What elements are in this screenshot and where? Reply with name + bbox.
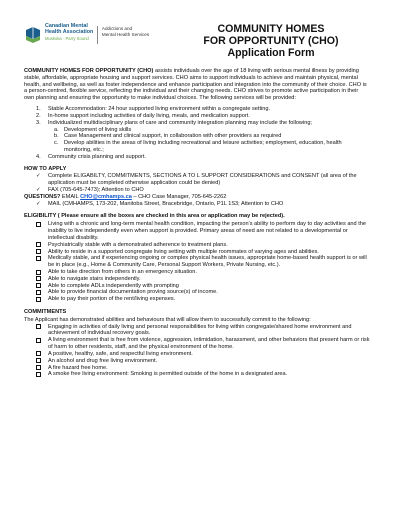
logo-divider	[97, 26, 98, 44]
checkbox[interactable]	[36, 222, 41, 227]
eligibility-item: Able to navigate stairs independently.	[24, 276, 370, 283]
checkbox[interactable]	[36, 365, 41, 370]
checkbox[interactable]	[36, 324, 41, 329]
page-title	[186, 24, 356, 60]
logo-line-3: Muskoka · Parry Sound	[45, 35, 89, 41]
checkbox[interactable]	[36, 256, 41, 261]
checkbox[interactable]	[36, 351, 41, 356]
eligibility-item: Able to take direction from others in an emergency situation.	[24, 269, 370, 276]
commitment-item: An alcohol and drug free living environment.	[24, 358, 370, 365]
eligibility-item: Able to provide financial documentation proving source(s) of income.	[24, 289, 370, 296]
checkbox[interactable]	[36, 290, 41, 295]
how-item: ✓ MAIL (CMHAMPS, 173-202, Manitoba Street, Bracebridge, Ontario, P1L 1S3; Attention to CHO	[36, 200, 284, 207]
intro-lead: COMMUNITY HOMES FOR OPPORTUNITY (CHO)	[24, 68, 154, 74]
subservice-item: a. Development of living skills	[54, 126, 132, 133]
how-item: ✓ Complete ELIGABILTY, COMMITMENTS, SECTIONS A TO L SUPPORT CONSIDERATIONS and CONSENT (all area of the application must be completed otherwise application could be denied)	[36, 173, 357, 187]
checkmark-icon: ✓	[36, 200, 41, 207]
service-item: 2. In-home support including activities of daily living, meals, and medication support.	[36, 112, 250, 119]
commitment-item: Engaging in activities of daily living and personal responsibilities for living within congregate/shared home environment and achievement of individual recovery goals.	[24, 324, 370, 338]
eligibility-heading: ELIGIBILITY ( Please ensure all the boxes are checked in this area or application may be rejected).	[24, 213, 285, 220]
intro-body: assists individuals over the age of 18 living with serious mental illness by providing stable, affordable, appropriate housing and support services. CHO aims to support individuals to achieve and maintain physical, mental health, and wellbeing, as well as foster independence and enhance participation and integration into the community of their choice. CHO is a person-centred, flexible service, reflecting the individual and their changing needs. CHO strives to promote active participation in their own planning and ensuring the opportunity to make individual choices. The following services will be provided:	[24, 68, 367, 102]
checkbox[interactable]	[36, 338, 41, 343]
subservices-list	[24, 127, 370, 154]
eligibility-item: Ability to reside in a supported congregate living setting with multiple roommates of varying ages and abilities.	[24, 249, 370, 256]
checkbox[interactable]	[36, 242, 41, 247]
checkbox[interactable]	[36, 358, 41, 363]
header	[24, 24, 370, 68]
logo-sub-2: Mental Health Services	[101, 31, 150, 37]
checkmark-icon: ✓	[36, 173, 41, 180]
how-to-apply-heading: HOW TO APPLY	[24, 165, 67, 172]
eligibility-item: Psychiatrically stable with a demonstrated adherence to treatment plans.	[24, 242, 370, 249]
title-line-2: FOR OPPORTUNITY (CHO)	[203, 34, 339, 47]
checkbox[interactable]	[36, 372, 41, 377]
logo-line-1: Canadian Mental	[45, 23, 88, 29]
checkbox[interactable]	[36, 297, 41, 302]
cmha-logo	[24, 24, 149, 44]
service-item: 3. Individualized multidisciplinary plans of care and community integration planning may include the following; a. Development of living skills b. Case Management and clinical support, in collaboration with other providers as required c. Develop abilities in the areas of living including recreational and leisure activities; employment, education, health monitoring, etc.;	[24, 120, 370, 154]
checkbox[interactable]	[36, 276, 41, 281]
checkbox[interactable]	[36, 270, 41, 275]
commitment-item: A fire hazard free home.	[24, 365, 370, 372]
intro-paragraph	[24, 68, 370, 102]
title-line-1: COMMUNITY HOMES	[217, 23, 325, 35]
service-item: 4. Community crisis planning and support.	[36, 153, 146, 160]
checkmark-icon: ✓	[36, 187, 41, 193]
eligibility-item: Able to pay their portion of the rent/living expenses.	[24, 296, 370, 303]
subservice-item: c. Develop abilities in the areas of living including recreational and leisure activities; employment, education, health monitoring, etc.;	[54, 140, 342, 153]
questions-label: QUESTIONS?	[24, 193, 61, 200]
commitments-intro: The Applicant has demonstrated abilities and behaviours that will allow them to successfully commit to the following:	[24, 316, 311, 323]
eligibility-item: Able to complete ADLs independently with prompting	[24, 283, 370, 290]
commitments-heading: COMMITMENTS	[24, 309, 67, 315]
services-list	[24, 106, 370, 161]
questions-line: QUESTIONS? EMAIL CHO@cmhamps.ca – CHO Case Manager, 705-645-2262	[24, 193, 227, 200]
logo-line-2: Health Association	[45, 28, 94, 35]
cmha-logo-icon	[24, 26, 42, 44]
commitment-item: A positive, healthy, safe, and respectful living environment.	[24, 351, 370, 358]
how-item: ✓ FAX (705-645-7473); Attention to CHO	[36, 187, 144, 193]
checkbox[interactable]	[36, 249, 41, 254]
service-item: 1. Stable Accommodation: 24 hour supported living environment within a congregate setting.	[36, 106, 271, 113]
subservice-item: b. Case Management and clinical support, in collaboration with other providers as required	[54, 133, 282, 140]
commitment-item: A living environment that is free from violence, aggression, intimidation, harassment, and other behaviors that present harm or risk of harm to other residents, staff, and the physical environment of the home.	[24, 337, 370, 351]
title-line-3: Application Form	[227, 46, 315, 59]
email-link[interactable]: CHO@cmhamps.ca	[80, 193, 132, 200]
commitment-item: A smoke free living environment: Smoking is permitted outside of the home in a designated area.	[24, 371, 370, 378]
eligibility-item: Living with a chronic and long-term mental health condition, impacting the person’s ability to perform day to day activities and the inability to live independently even when support is provided. Primary areas of need are not related to a developmental or intellectual disability.	[24, 221, 370, 241]
logo-sub-1: Addictions and	[101, 26, 133, 31]
eligibility-item: Medically stable, and if experiencing ongoing or complex physical health issues, appropriate home-based health support is or will be in place (e.g., Home & Community Care, Personal Support Workers, Private Nursing, etc.).	[24, 255, 370, 269]
checkbox[interactable]	[36, 283, 41, 288]
